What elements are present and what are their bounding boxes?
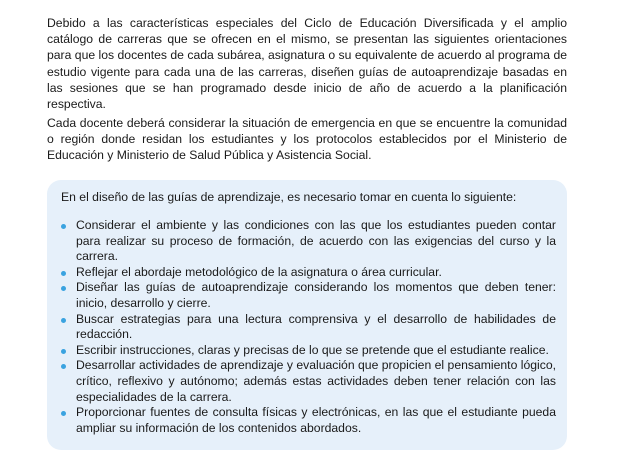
list-item	[60, 343, 556, 359]
list-item-text: Escribir instrucciones, claras y precisas de lo que se pretende que el estudiante realice.	[76, 342, 549, 357]
guidelines-list	[60, 218, 556, 436]
bullet-icon	[61, 271, 66, 276]
bullet-icon	[61, 411, 66, 416]
list-item	[60, 312, 556, 343]
list-item	[60, 280, 556, 311]
list-item-text: Proporcionar fuentes de consulta físicas y electrónicas, en las que el estudiante pueda ampliar su información de los contenidos abordados.	[76, 405, 556, 435]
list-item	[60, 218, 556, 265]
guidelines-intro: En el diseño de las guías de aprendizaje, es necesario tomar en cuenta lo siguiente:	[61, 190, 517, 204]
bullet-icon	[61, 224, 66, 229]
bullet-icon	[61, 364, 66, 369]
list-item	[60, 265, 556, 281]
list-item-text: Desarrollar actividades de aprendizaje y evaluación que propicien el pensamiento lógico, crítico, reflexivo y autónomo; además estas actividades deben tener relación con las especialidades de la carrera.	[76, 358, 556, 404]
intro-paragraph-2: Cada docente deberá considerar la situación de emergencia en que se encuentre la comunidad o región donde residan los estudiantes y los protocolos establecidos por el Ministerio de Educación y Ministerio de Salud Pública y Asistencia Social.	[47, 116, 567, 163]
list-item-text: Reflejar el abordaje metodológico de la asignatura o área curricular.	[76, 264, 442, 279]
list-item	[60, 358, 556, 405]
bullet-icon	[61, 318, 66, 323]
intro-paragraph-1: Debido a las características especiales del Ciclo de Educación Diversificada y el amplio catálogo de carreras que se ofrecen en el mismo, se presentan las siguientes orientaciones para que los docentes de cada subárea, asignatura o su equivalente de acuerdo al programa de estudio vigente para cada una de las carreras, diseñen guías de autoaprendizaje basadas en las sesiones que se han programado desde inicio de año de acuerdo a la planificación respectiva.	[47, 16, 567, 112]
guidelines-box	[47, 180, 567, 450]
list-item	[60, 405, 556, 436]
list-item-text: Diseñar las guías de autoaprendizaje considerando los momentos que deben tener: inicio, desarrollo y cierre.	[76, 280, 556, 310]
list-item-text: Buscar estrategias para una lectura comprensiva y el desarrollo de habilidades de redacción.	[76, 311, 556, 342]
list-item-text: Considerar el ambiente y las condiciones con las que los estudiantes pueden contar para realizar su proceso de formación, de acuerdo con las exigencias del curso y la carrera.	[76, 218, 556, 264]
bullet-icon	[61, 286, 66, 291]
bullet-icon	[61, 349, 66, 354]
